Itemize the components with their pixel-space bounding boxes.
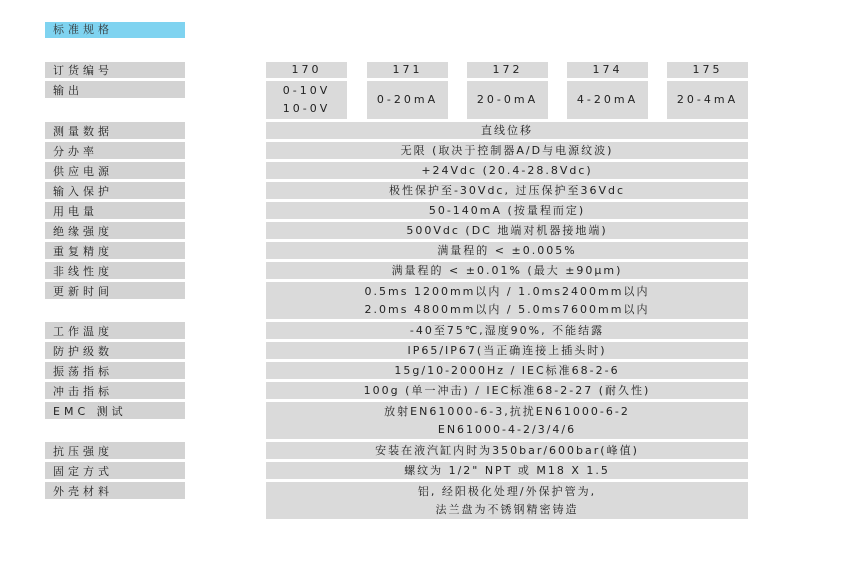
spec-label-update-time: 更新时间 [45,282,185,299]
spec-line: IP65/IP67(当正确连接上插头时) [407,343,607,357]
spec-line: 放射EN61000-6-3,抗扰EN61000-6-2 [384,404,630,418]
spec-value-temperature [266,322,748,339]
model-code-170: 170 [266,62,347,78]
spec-label-supply: 供应电源 [45,162,185,179]
output-line: 20-4mA [676,93,739,106]
spec-label-shock: 冲击指标 [45,382,185,399]
spec-line: 500Vdc (DC 地端对机器接地端) [406,223,608,237]
spec-value-mounting [266,462,748,479]
spec-line: 无限 (取决于控制器A/D与电源纹波) [400,143,614,157]
spec-label-housing: 外壳材料 [45,482,185,499]
spec-value-pressure [266,442,748,459]
order-number-label: 订货编号 [45,62,185,78]
spec-label-input-protection: 输入保护 [45,182,185,199]
spec-line: 2.0ms 4800mm以内 / 5.0ms7600mm以内 [364,302,650,316]
spec-line: 满量程的 < ±0.005% [437,243,577,257]
spec-line: 法兰盘为不锈钢精密铸造 [435,502,579,516]
model-output-175 [667,81,748,119]
output-label: 输出 [45,81,185,98]
spec-value-update-time [266,282,748,319]
spec-label-repeatability: 重复精度 [45,242,185,259]
spec-label-measure: 测量数据 [45,122,185,139]
spec-label-mounting: 固定方式 [45,462,185,479]
model-code-175: 175 [667,62,748,78]
spec-line: 满量程的 < ±0.01% (最大 ±90μm) [391,263,623,277]
model-output-174 [567,81,648,119]
spec-value-shock [266,382,748,399]
output-line: 20-0mA [476,93,539,106]
spec-value-vibration [266,362,748,379]
spec-value-supply [266,162,748,179]
spec-value-repeatability [266,242,748,259]
spec-value-resolution [266,142,748,159]
spec-label-temperature: 工作温度 [45,322,185,339]
model-output-170 [266,81,347,119]
model-code-174: 174 [567,62,648,78]
spec-value-insulation [266,222,748,239]
spec-line: 0.5ms 1200mm以内 / 1.0ms2400mm以内 [364,284,650,298]
spec-value-input-protection [266,182,748,199]
spec-value-nonlinearity [266,262,748,279]
spec-value-housing [266,482,748,519]
spec-line: 直线位移 [481,123,533,137]
spec-value-measure [266,122,748,139]
output-line: 0-10V [282,84,331,97]
spec-label-emc: EMC 测试 [45,402,185,419]
output-line: 0-20mA [376,93,439,106]
spec-value-emc [266,402,748,439]
spec-value-current [266,202,748,219]
spec-label-resolution: 分办率 [45,142,185,159]
spec-line: -40至75℃,湿度90%, 不能结露 [409,323,605,337]
spec-line: 极性保护至-30Vdc, 过压保护至36Vdc [388,183,626,197]
model-code-172: 172 [467,62,548,78]
spec-value-protection-class [266,342,748,359]
section-title: 标准规格 [45,22,185,38]
output-line: 10-0V [282,102,331,115]
spec-line: EN61000-4-2/3/4/6 [437,422,577,436]
spec-label-protection-class: 防护级数 [45,342,185,359]
spec-line: 铝, 经阳极化处理/外保护管为, [417,484,597,498]
spec-line: 螺纹为 1/2" NPT 或 M18 X 1.5 [404,463,610,477]
model-output-172 [467,81,548,119]
model-code-171: 171 [367,62,448,78]
spec-line: 100g (单一冲击) / IEC标准68-2-27 (耐久性) [363,383,651,397]
spec-line: 安装在液汽缸内时为350bar/600bar(峰值) [375,443,639,457]
output-line: 4-20mA [576,93,639,106]
spec-line: 50-140mA (按量程而定) [428,203,586,217]
spec-label-current: 用电量 [45,202,185,219]
spec-label-vibration: 振荡指标 [45,362,185,379]
model-output-171 [367,81,448,119]
spec-line: 15g/10-2000Hz / IEC标准68-2-6 [394,363,620,377]
spec-label-nonlinearity: 非线性度 [45,262,185,279]
spec-label-insulation: 绝缘强度 [45,222,185,239]
spec-label-pressure: 抗压强度 [45,442,185,459]
spec-line: +24Vdc (20.4-28.8Vdc) [421,163,593,177]
